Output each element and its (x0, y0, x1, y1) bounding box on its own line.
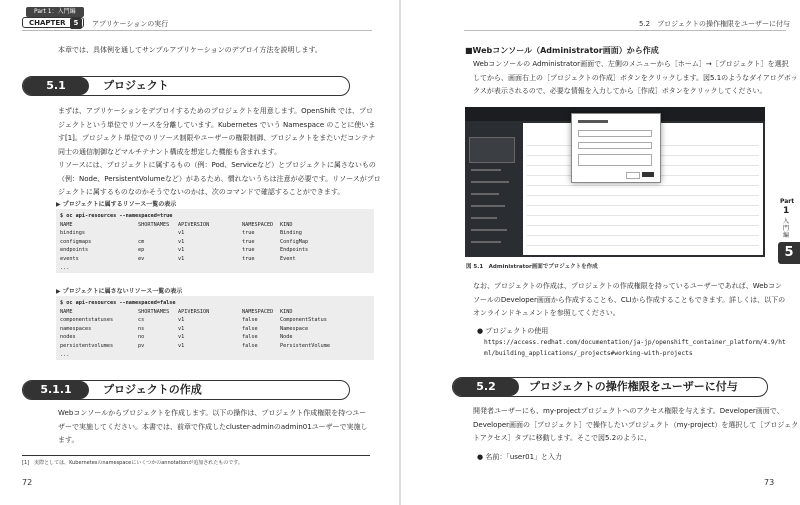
bullet-project-usage: ● プロジェクトの使用 https://access.redhat.com/documentation/ja-jp/openshift_container_platform/4.9/ht ml/building_applications/_projects#working-with-projects (477, 327, 786, 357)
section-5-1-1-number: 5.1.1 (23, 381, 89, 399)
paragraph-3 (58, 407, 368, 448)
code-cell: false (242, 342, 258, 349)
code-cell: false (242, 334, 258, 341)
code-cell: ConfigMap (280, 238, 309, 245)
right-header-title: 5.2 プロジェクトの操作権限をユーザーに付与 (639, 20, 790, 28)
code-cell: v1 (178, 230, 185, 237)
code-cell: configmaps (60, 238, 92, 245)
code-cell: $ oc api-resources --namespaced=false (60, 300, 176, 306)
right-paragraph-2 (473, 280, 785, 321)
code-line (60, 229, 374, 238)
paragraph-2 (58, 159, 381, 200)
code-cell: cs (138, 317, 145, 324)
doc-url-line-2: ml/building_applications/_projects#working-with-projects (484, 350, 693, 357)
section-5-2-heading (452, 377, 768, 397)
figure-screenshot (465, 107, 765, 257)
code-line (60, 325, 374, 334)
right-page-number: 73 (764, 478, 775, 487)
footnote-rule (22, 455, 370, 456)
code-cell: Binding (280, 230, 302, 237)
section-5-2-title: プロジェクトの操作権限をユーザーに付与 (529, 380, 738, 393)
left-page-number: 72 (22, 478, 33, 487)
code-cell: ep (138, 247, 145, 254)
code-cell: componentstatuses (60, 317, 114, 324)
line: Webコンソールの Administrator画面で、左側のメニューから［ホーム］→［プロジェクト］を選択 (473, 60, 789, 68)
code-cell: Event (280, 255, 296, 262)
intro-text: 本章では、具体例を通してサンプルアプリケーションのデプロイ方法を説明します。 (58, 46, 322, 54)
section-5-1-title: プロジェクト (103, 79, 169, 92)
code-command-line (60, 299, 374, 308)
code-cell: KIND (280, 308, 293, 315)
code-command-line (60, 212, 374, 221)
code-line (60, 342, 374, 351)
code-line (60, 351, 374, 360)
line: クスが表示されるので、必要な情報を入力してから［作成］ボタンをクリックしてください。 (473, 87, 767, 95)
code-cell: Node (280, 334, 293, 341)
chapter-label (22, 17, 84, 28)
left-page (0, 0, 399, 505)
section-5-2-number: 5.2 (453, 378, 519, 396)
right-header-rule (464, 30, 786, 31)
code-cell: true (242, 238, 255, 245)
code-line (60, 255, 374, 264)
code-cell: v1 (178, 255, 185, 262)
code-cell: false (242, 325, 258, 332)
code-line (60, 246, 374, 255)
code-block-1 (56, 209, 374, 273)
code-cell: cm (138, 238, 145, 245)
code-cell: ... (60, 351, 70, 358)
figure-caption: 図 5.1 Administrator画面でプロジェクトを作成 (466, 264, 598, 270)
section-5-1-1-heading (22, 380, 350, 400)
code-cell: v1 (178, 325, 185, 332)
right-paragraph-1 (473, 58, 798, 99)
line: ます。 (58, 436, 79, 444)
code-cell: events (60, 255, 79, 262)
code-cell: ... (60, 264, 70, 271)
code-cell: true (242, 255, 255, 262)
bullet-name-input: ● 名前：「user01」と入力 (477, 453, 563, 461)
code-cell: false (242, 317, 258, 324)
code-cell: namespaces (60, 325, 92, 332)
chapter-word: CHAPTER (29, 19, 66, 27)
code-cell: PersistentVolume (280, 342, 330, 349)
part-label: Part 1：入門編 (26, 7, 84, 17)
code2-caption-text: プロジェクトに属さないリソース一覧の表示 (62, 288, 183, 295)
line: まずは、アプリケーションをデプロイするためのプロジェクトを用意します。OpenShift では、プロ (58, 107, 374, 115)
code-cell: no (138, 334, 145, 341)
code-cell: APIVERSION (178, 221, 210, 228)
code-cell: SHORTNAMES (138, 308, 170, 315)
code-cell: KIND (280, 221, 293, 228)
code-cell: $ oc api-resources --namespaced=true (60, 213, 173, 219)
code-line (60, 238, 374, 247)
code-cell: APIVERSION (178, 308, 210, 315)
console-sidebar (465, 121, 519, 257)
line: 開発者ユーザーにも、my-projectプロジェクトへのアクセス権限を与えます。Developer画面で、 (473, 407, 784, 415)
line: す[1]。プロジェクト単位でのリソース制限やユーザーの権限制御、プロジェクトをまたいだコンテナ (58, 134, 376, 142)
code-cell: endpoints (60, 247, 89, 254)
code-cell: Endpoints (280, 247, 309, 254)
side-chapter-number: 5 (778, 242, 800, 264)
code-line (60, 333, 374, 342)
code-cell: NAME (60, 221, 73, 228)
side-part-name: 入門編 (783, 218, 790, 239)
code-line (60, 221, 374, 230)
code-cell: true (242, 247, 255, 254)
line: ザーで実施してください。本書では、前章で作成したcluster-adminのadmin01ユーザーで実施し (58, 422, 368, 431)
line: リソースには、プロジェクトに属するもの（例：Pod、Serviceなど）とプロジェクトに属さないもの (58, 161, 376, 169)
line: トアクセス］タブに移動します。そこで図5.2のように、 (473, 434, 652, 442)
code-cell: v1 (178, 334, 185, 341)
side-part-number: 1 (783, 206, 790, 216)
code-cell: NAMESPACED (242, 308, 274, 315)
section-5-1-number: 5.1 (23, 77, 89, 95)
right-paragraph-3 (473, 405, 798, 446)
section-5-1-1-title: プロジェクトの作成 (103, 383, 202, 396)
doc-url-line-1: https://access.redhat.com/documentation/ja-jp/openshift_container_platform/4.9/ht (484, 339, 786, 346)
line: なお、プロジェクトの作成は、プロジェクトの作成権限を持っているユーザーであれば、Webコン (473, 282, 782, 290)
line: ジェクトという単位でリソースを分離しています。Kubernetes でいう Namespace のことに使いま (58, 120, 376, 129)
subsection-heading: ■Webコンソール（Administrator画面）から作成 (465, 46, 659, 55)
code-cell: nodes (60, 334, 76, 341)
bullet-name-input-text: 名前：「user01」と入力 (485, 453, 563, 461)
code1-caption-text: プロジェクトに属するリソース一覧の表示 (62, 201, 177, 208)
code-cell: bindings (60, 230, 85, 237)
code-cell: Namespace (280, 325, 309, 332)
section-5-1-heading (22, 76, 350, 96)
paragraph-1 (58, 105, 375, 159)
code-cell: pv (138, 342, 145, 349)
left-header-title: アプリケーションの実行 (92, 20, 169, 28)
code-cell: ev (138, 255, 145, 262)
code1-caption: ▶ プロジェクトに属するリソース一覧の表示 (56, 201, 177, 208)
code-cell: true (242, 230, 255, 237)
code-cell: v1 (178, 342, 185, 349)
code2-caption: ▶ プロジェクトに属さないリソース一覧の表示 (56, 288, 183, 295)
left-header-rule (22, 30, 372, 31)
line: してから、画面右上の［プロジェクトの作成］ボタンをクリックします。図5.1のようなダイアログボッ (473, 73, 798, 82)
line: Developer画面の［プロジェクト］で操作したいプロジェクト（my-project）を選択して［プロジェク (473, 420, 799, 429)
line: ソールのDeveloper画面から作成することも、CLIから作成することもできます。詳しくは、以下の (473, 295, 786, 304)
code-cell: SHORTNAMES (138, 221, 170, 228)
line: オンラインドキュメントを参照してください。 (473, 309, 620, 317)
line: 同士の通信制御などマルチテナント構成を想定した機能も含まれます。 (58, 147, 282, 156)
code-cell: NAMESPACED (242, 221, 274, 228)
create-project-dialog (571, 113, 661, 183)
part-side-tab (774, 195, 800, 267)
code-cell: persistentvolumes (60, 342, 114, 349)
code-line (60, 264, 374, 273)
footnote: [1] 実際としては、Kubernetesのnamespaceにいくつかのannotationが追加されたものです。 (22, 460, 243, 466)
line: Webコンソールからプロジェクトを作成します。以下の操作は、プロジェクト作成権限を持つユー (58, 409, 367, 417)
code-cell: v1 (178, 238, 185, 245)
code-line (60, 308, 374, 317)
line: ジェクトに属するものなのかそうでないのかは、次のコマンドで確認することができます。 (58, 188, 345, 196)
code-cell: ns (138, 325, 145, 332)
code-block-2 (56, 296, 374, 360)
line: （例：Node、PersistentVolumeなど）があるため、慣れないうちは注意が必要です。リソースがプロ (58, 174, 381, 183)
code-cell: NAME (60, 308, 73, 315)
bullet-project-usage-title: プロジェクトの使用 (485, 327, 549, 335)
code-line (60, 316, 374, 325)
code-cell: v1 (178, 247, 185, 254)
chapter-number: 5 (70, 18, 83, 29)
side-part-label: Part (780, 198, 795, 205)
code-cell: ComponentStatus (280, 317, 327, 324)
code-cell: v1 (178, 317, 185, 324)
